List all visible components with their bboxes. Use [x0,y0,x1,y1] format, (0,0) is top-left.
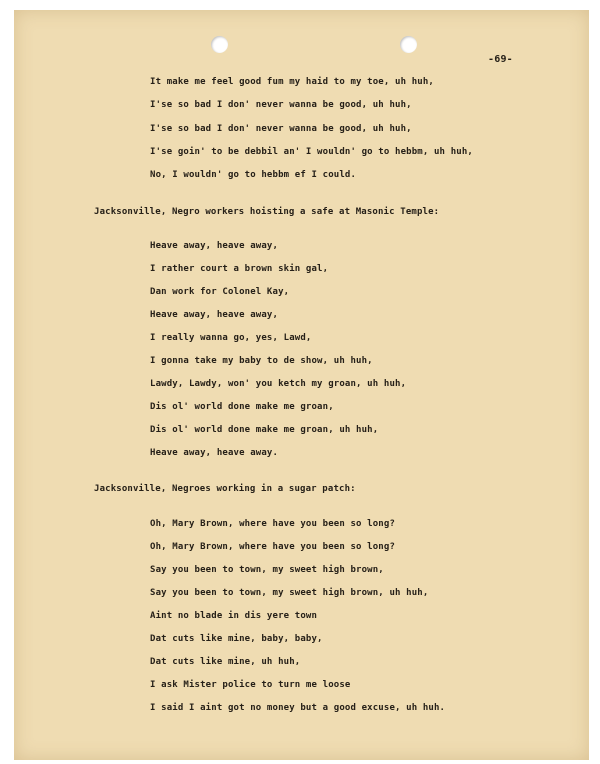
verse-line: Dan work for Colonel Kay, [150,287,290,297]
verse-line: Aint no blade in dis yere town [150,611,318,621]
verse-line: Heave away, heave away. [150,448,279,458]
verse-line: Dis ol' world done make me groan, uh huh, [150,425,379,435]
verse-line: Lawdy, Lawdy, won' you ketch my groan, uh huh, [150,379,407,389]
verse-line: I gonna take my baby to de show, uh huh, [150,356,373,366]
verse-line: I said I aint got no money but a good excuse, uh huh. [150,703,446,713]
verse-line: Dat cuts like mine, uh huh, [150,657,301,667]
verse-line: I rather court a brown skin gal, [150,264,329,274]
verse-line: I ask Mister police to turn me loose [150,680,351,690]
verse-line: I really wanna go, yes, Lawd, [150,333,312,343]
verse-line: It make me feel good fum my haid to my toe, uh huh, [150,77,434,87]
verse-line: Say you been to town, my sweet high brown, [150,565,384,575]
verse-line: Dat cuts like mine, baby, baby, [150,634,323,644]
verse-line: Say you been to town, my sweet high brown, uh huh, [150,588,429,598]
typewritten-page [14,10,589,760]
section-heading-sugar-patch: Jacksonville, Negroes working in a sugar patch: [94,484,356,494]
section-heading-masonic-temple: Jacksonville, Negro workers hoisting a safe at Masonic Temple: [94,207,440,217]
verse-line: Dis ol' world done make me groan, [150,402,334,412]
punch-hole-left [211,36,228,53]
verse-line: No, I wouldn' go to hebbm ef I could. [150,170,357,180]
verse-line: I'se goin' to be debbil an' I wouldn' go to hebbm, uh huh, [150,147,473,157]
verse-line: Oh, Mary Brown, where have you been so long? [150,519,396,529]
verse-line: Heave away, heave away, [150,310,279,320]
verse-line: Heave away, heave away, [150,241,279,251]
page-number: -69- [488,54,513,65]
punch-hole-right [400,36,417,53]
verse-line: I'se so bad I don' never wanna be good, uh huh, [150,100,412,110]
verse-line: I'se so bad I don' never wanna be good, uh huh, [150,124,412,134]
verse-line: Oh, Mary Brown, where have you been so long? [150,542,396,552]
